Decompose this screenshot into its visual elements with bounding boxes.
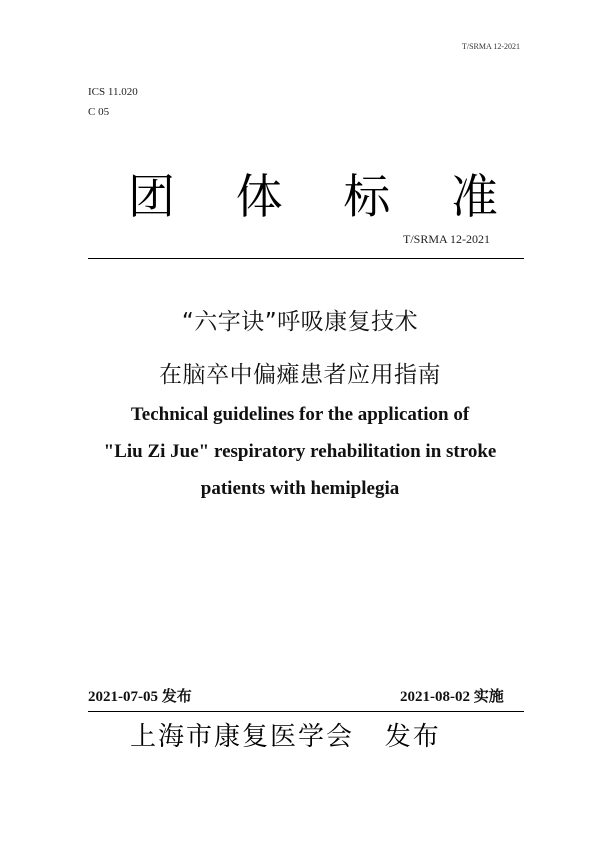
implementation-date: 2021-08-02 实施 xyxy=(400,689,504,705)
standard-number: T/SRMA 12-2021 xyxy=(402,232,490,246)
english-title-line-1: Technical guidelines for the application of xyxy=(130,404,470,425)
english-title-line-2: "Liu Zi Jue" respiratory rehabilitation in stroke xyxy=(103,441,497,462)
standard-type-heading xyxy=(128,168,498,228)
header-standard-code: T/SRMA 12-2021 xyxy=(461,42,520,51)
english-title-line-3: patients with hemiplegia xyxy=(200,478,400,499)
bottom-divider xyxy=(88,711,524,712)
standard-type-char: 体 xyxy=(235,170,283,225)
standard-type-char: 标 xyxy=(343,170,391,225)
top-divider xyxy=(88,258,524,259)
chinese-title-line-1: “六字诀”呼吸康复技术 xyxy=(181,309,419,335)
standard-type-char: 团 xyxy=(128,170,175,225)
ccs-code: C 05 xyxy=(88,106,110,118)
ics-code: ICS 11.020 xyxy=(88,86,138,98)
issue-date: 2021-07-05 发布 xyxy=(88,689,192,705)
standard-type-char: 准 xyxy=(450,170,498,225)
chinese-title-line-2: 在脑卒中偏瘫患者应用指南 xyxy=(159,362,441,388)
publisher: 上海市康复医学会 发布 xyxy=(130,722,441,752)
